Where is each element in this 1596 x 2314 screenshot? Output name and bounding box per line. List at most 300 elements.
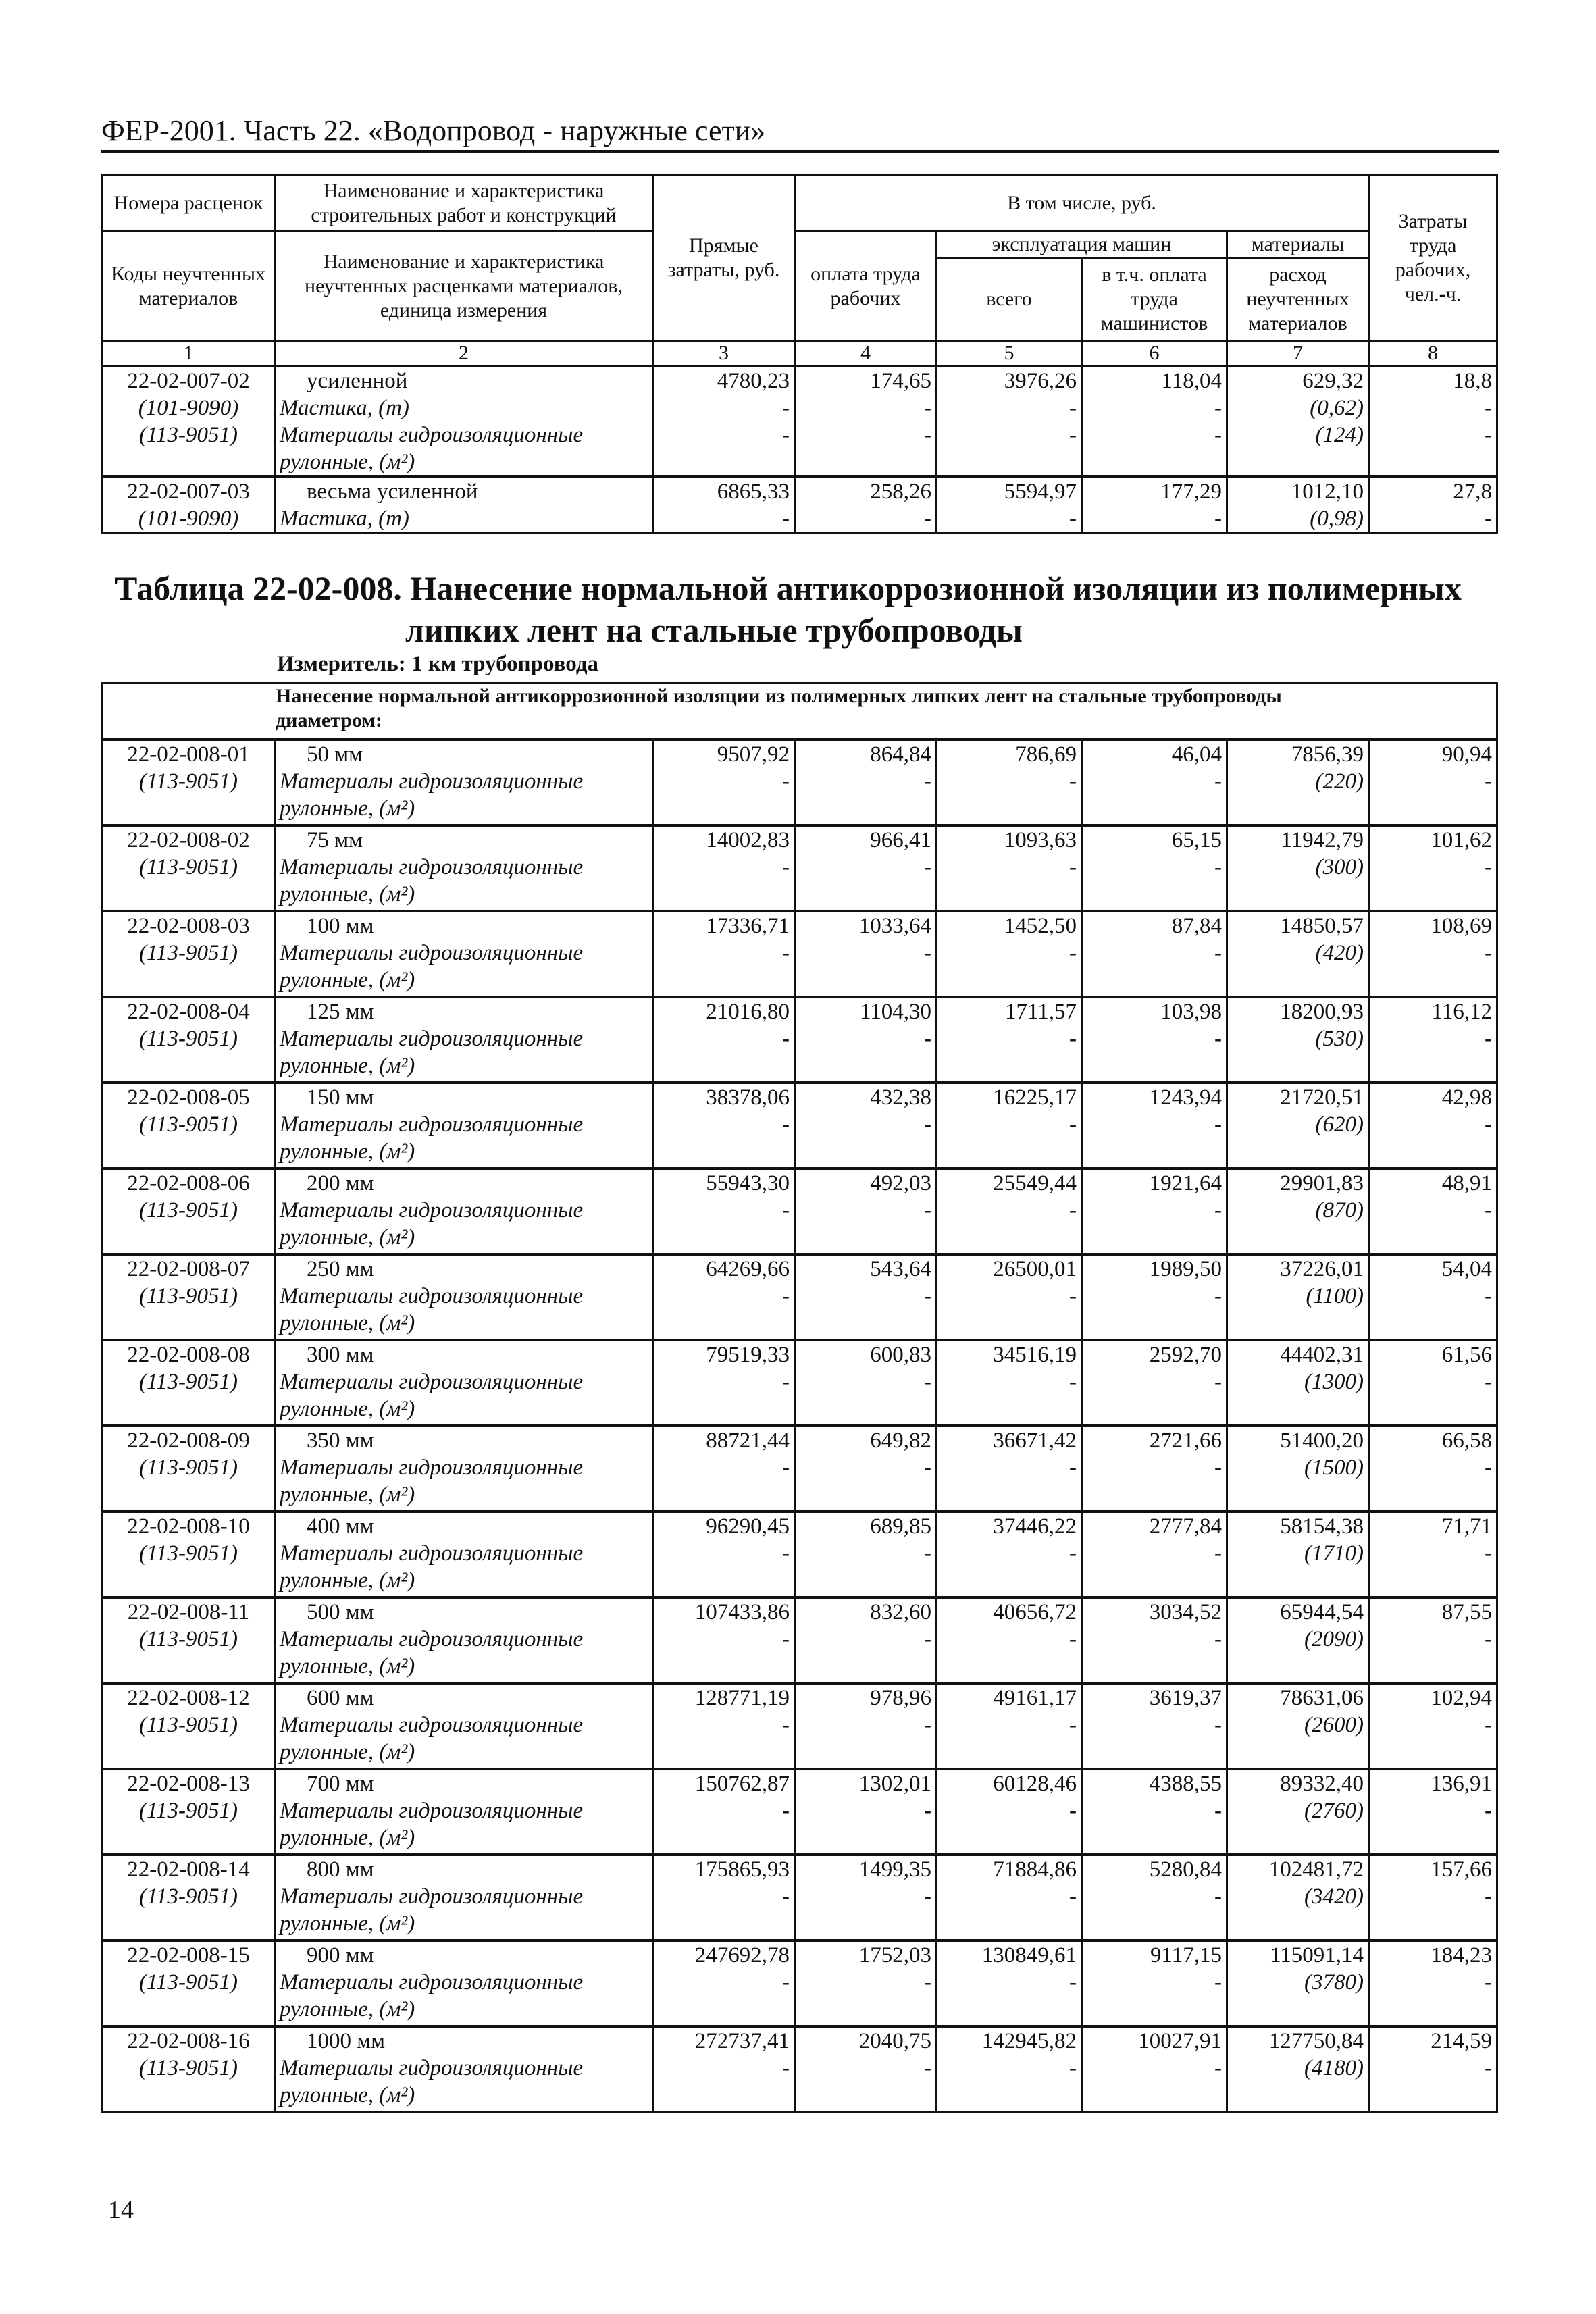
dash: - [782, 1541, 790, 1566]
material-name: Мастика, (т) [280, 507, 409, 531]
dash: - [1069, 1370, 1077, 1394]
value-c3: 96290,45 [706, 1514, 790, 1539]
dash: - [1069, 507, 1077, 531]
rate-name: весьма усиленной [307, 480, 478, 504]
material-qty: (300) [1315, 855, 1364, 879]
labor-hours: 108,69 [1431, 914, 1492, 938]
value-c3: 128771,19 [694, 1686, 790, 1710]
dash: - [1214, 1541, 1222, 1566]
dash: - [1069, 855, 1077, 879]
header-col7: расход неучтенных материалов [1227, 258, 1369, 341]
value-c4: 1752,03 [858, 1943, 931, 1968]
dash: - [1069, 1027, 1077, 1051]
header-col4: оплата труда рабочих [795, 232, 937, 341]
material-code: (113-9051) [138, 855, 238, 879]
table-row [103, 825, 1497, 911]
value-c3: 17336,71 [706, 914, 790, 938]
table-row [103, 1855, 1497, 1940]
rate-name: 900 мм [307, 1943, 374, 1968]
rate-name: 700 мм [307, 1772, 374, 1796]
col-number: 5 [937, 341, 1082, 367]
labor-hours: 48,91 [1441, 1171, 1492, 1195]
dash: - [1069, 1284, 1077, 1308]
dash: - [1214, 1884, 1222, 1909]
dash: - [1485, 855, 1492, 879]
value-c3: 107433,86 [694, 1600, 790, 1624]
direct-cost: 6865,33 [717, 480, 790, 504]
dash: - [924, 1541, 931, 1566]
materials-cost: 29901,83 [1280, 1171, 1364, 1195]
material-code: (113-9051) [138, 1027, 238, 1051]
table-row [103, 477, 1497, 534]
table-title [115, 567, 1493, 651]
dash: - [1069, 1541, 1077, 1566]
value-c5: 130849,61 [981, 1943, 1077, 1968]
dash: - [782, 2056, 790, 2080]
dash: - [1214, 2056, 1222, 2080]
materials-cost: 37226,01 [1280, 1257, 1364, 1281]
material-name: Материалы гидроизоляционные рулонные, (м²) [280, 1284, 584, 1335]
dash: - [1485, 1284, 1492, 1308]
dash: - [1485, 1541, 1492, 1566]
table-22-02-007 [101, 174, 1498, 534]
material-name: Материалы гидроизоляционные рулонные, (м²) [280, 423, 584, 474]
dash: - [1485, 1627, 1492, 1651]
material-name: Мастика, (т) [280, 396, 409, 420]
rate-name: 75 мм [307, 828, 363, 852]
rate-name: 100 мм [307, 914, 374, 938]
table-row [103, 1168, 1497, 1254]
value-c5: 1711,57 [1004, 1000, 1077, 1024]
dash: - [924, 507, 931, 531]
dash: - [1069, 1198, 1077, 1223]
material-name: Материалы гидроизоляционные рулонные, (м²) [280, 1627, 584, 1678]
dash: - [1214, 423, 1222, 447]
dash: - [782, 507, 790, 531]
rate-code: 22-02-008-14 [127, 1857, 250, 1882]
value-c6: 1921,64 [1149, 1171, 1222, 1195]
dash: - [1485, 941, 1492, 965]
materials-cost: 18200,93 [1280, 1000, 1364, 1024]
value-c6: 2721,66 [1149, 1429, 1222, 1453]
table-row [103, 1340, 1497, 1426]
dash: - [1069, 1884, 1077, 1909]
value-c3: 150762,87 [694, 1772, 790, 1796]
material-code: (113-9051) [138, 1284, 238, 1308]
dash: - [1214, 1970, 1222, 1995]
labor-hours: 27,8 [1453, 480, 1492, 504]
rate-name: 350 мм [307, 1429, 374, 1453]
value-c5: 1452,50 [1004, 914, 1077, 938]
dash: - [1485, 1370, 1492, 1394]
dash: - [1214, 1112, 1222, 1137]
rate-code: 22-02-008-10 [127, 1514, 250, 1539]
labor-hours: 101,62 [1431, 828, 1492, 852]
material-qty: (0,98) [1310, 507, 1364, 531]
dash: - [1214, 1027, 1222, 1051]
direct-cost: 4780,23 [717, 369, 790, 393]
material-code: (113-9051) [138, 1198, 238, 1223]
materials-cost: 89332,40 [1280, 1772, 1364, 1796]
dash: - [1069, 1112, 1077, 1137]
value-c3: 21016,80 [706, 1000, 790, 1024]
labor-hours: 18,8 [1453, 369, 1492, 393]
rate-code: 22-02-008-07 [127, 1257, 250, 1281]
value-c5: 49161,17 [993, 1686, 1077, 1710]
dash: - [1069, 1456, 1077, 1480]
value-c5: 34516,19 [993, 1343, 1077, 1367]
value-c6: 65,15 [1171, 828, 1222, 852]
dash: - [924, 1370, 931, 1394]
header-col1-top: Номера расценок [103, 176, 275, 232]
dash: - [782, 1713, 790, 1737]
material-name: Материалы гидроизоляционные рулонные, (м²) [280, 769, 584, 821]
table-title-line2: липких лент на стальные трубопроводы [405, 611, 1023, 649]
dash: - [1485, 1112, 1492, 1137]
value-c6: 46,04 [1171, 742, 1222, 767]
material-code: (113-9051) [138, 423, 238, 447]
value-c3: 247692,78 [694, 1943, 790, 1968]
dash: - [1214, 396, 1222, 420]
rate-name: 200 мм [307, 1171, 374, 1195]
dash: - [1485, 1713, 1492, 1737]
rate-code: 22-02-007-03 [127, 480, 250, 504]
dash: - [782, 1370, 790, 1394]
value-c6: 3619,37 [1149, 1686, 1222, 1710]
dash: - [1214, 855, 1222, 879]
value-c6: 1989,50 [1149, 1257, 1222, 1281]
materials-cost: 102481,72 [1268, 1857, 1364, 1882]
header-col6: в т.ч. оплата труда машинистов [1082, 258, 1227, 341]
dash: - [924, 396, 931, 420]
table-row [103, 1769, 1497, 1855]
value-c4: 543,64 [870, 1257, 931, 1281]
material-qty: (2600) [1304, 1713, 1364, 1737]
materials-cost: 629,32 [1302, 369, 1364, 393]
material-qty: (3420) [1304, 1884, 1364, 1909]
material-code: (113-9051) [138, 1541, 238, 1566]
value-c3: 64269,66 [706, 1257, 790, 1281]
material-code: (113-9051) [138, 1799, 238, 1823]
table-subheader: Нанесение нормальной антикоррозионной изоляции из полимерных липких лент на стальные трубопроводы диаметром: [103, 684, 1497, 740]
value-c4: 649,82 [870, 1429, 931, 1453]
table-row [103, 2026, 1497, 2112]
materials-cost: 51400,20 [1280, 1429, 1364, 1453]
dash: - [924, 1970, 931, 1995]
labor-hours: 157,66 [1431, 1857, 1492, 1882]
machines-total: 3976,26 [1004, 369, 1077, 393]
dash: - [1485, 1027, 1492, 1051]
dash: - [924, 1713, 931, 1737]
value-c5: 26500,01 [993, 1257, 1077, 1281]
dash: - [782, 1284, 790, 1308]
page-number: 14 [108, 2196, 134, 2224]
material-code: (113-9051) [138, 1627, 238, 1651]
dash: - [1485, 769, 1492, 794]
material-name: Материалы гидроизоляционные рулонные, (м²) [280, 1799, 584, 1850]
labor-hours: 214,59 [1431, 2029, 1492, 2053]
header-col1-bottom: Коды неучтенных материалов [103, 232, 275, 341]
labor-hours: 66,58 [1441, 1429, 1492, 1453]
material-name: Материалы гидроизоляционные рулонные, (м²) [280, 1027, 584, 1078]
dash: - [1214, 941, 1222, 965]
value-c4: 978,96 [870, 1686, 931, 1710]
material-qty: (4180) [1304, 2056, 1364, 2080]
value-c4: 2040,75 [858, 2029, 931, 2053]
value-c6: 3034,52 [1149, 1600, 1222, 1624]
dash: - [782, 855, 790, 879]
rate-code: 22-02-008-13 [127, 1772, 250, 1796]
machinists-labor: 118,04 [1161, 369, 1222, 393]
dash: - [924, 1027, 931, 1051]
rate-code: 22-02-007-02 [127, 369, 250, 393]
material-name: Материалы гидроизоляционные рулонные, (м²) [280, 1884, 584, 1936]
dash: - [1069, 2056, 1077, 2080]
material-name: Материалы гидроизоляционные рулонные, (м²) [280, 1970, 584, 2022]
dash: - [1214, 1713, 1222, 1737]
dash: - [1214, 1456, 1222, 1480]
materials-cost: 7856,39 [1291, 742, 1364, 767]
table-row [103, 997, 1497, 1083]
material-qty: (530) [1315, 1027, 1364, 1051]
materials-cost: 1012,10 [1291, 480, 1364, 504]
header-col2-bottom: Наименование и характеристика неучтенных расценками материалов, единица измерения [275, 232, 653, 341]
rate-name: 300 мм [307, 1343, 374, 1367]
labor-hours: 116,12 [1431, 1000, 1492, 1024]
material-qty: (620) [1315, 1112, 1364, 1137]
value-c4: 1302,01 [858, 1772, 931, 1796]
value-c5: 142945,82 [981, 2029, 1077, 2053]
header-col3: Прямые затраты, руб. [653, 176, 795, 341]
materials-cost: 14850,57 [1280, 914, 1364, 938]
value-c6: 87,84 [1171, 914, 1222, 938]
dash: - [924, 1284, 931, 1308]
table-row [103, 1597, 1497, 1683]
value-c3: 272737,41 [694, 2029, 790, 2053]
rate-code: 22-02-008-09 [127, 1429, 250, 1453]
dash: - [782, 1884, 790, 1909]
dash: - [924, 1456, 931, 1480]
value-c3: 14002,83 [706, 828, 790, 852]
dash: - [782, 1456, 790, 1480]
value-c3: 9507,92 [717, 742, 790, 767]
dash: - [1214, 1370, 1222, 1394]
dash: - [1069, 769, 1077, 794]
dash: - [1214, 507, 1222, 531]
dash: - [1485, 507, 1492, 531]
table-row [103, 1254, 1497, 1340]
dash: - [1485, 1799, 1492, 1823]
dash: - [1214, 1198, 1222, 1223]
dash: - [782, 396, 790, 420]
header-materials: материалы [1227, 232, 1369, 258]
material-qty: (1500) [1304, 1456, 1364, 1480]
rate-name: 50 мм [307, 742, 363, 767]
col-number: 4 [795, 341, 937, 367]
material-code: (113-9051) [138, 941, 238, 965]
table-row [103, 1083, 1497, 1168]
measure-unit: Измеритель: 1 км трубопровода [277, 652, 599, 676]
material-name: Материалы гидроизоляционные рулонные, (м²) [280, 1112, 584, 1164]
dash: - [1069, 1970, 1077, 1995]
dash: - [924, 1112, 931, 1137]
table-title-line1: Таблица 22-02-008. Нанесение нормальной антикоррозионной изоляции из полимерных [115, 569, 1462, 607]
dash: - [924, 941, 931, 965]
machines-total: 5594,97 [1004, 480, 1077, 504]
value-c4: 864,84 [870, 742, 931, 767]
material-code: (113-9051) [138, 1970, 238, 1995]
labor-cost: 258,26 [870, 480, 931, 504]
dash: - [924, 1799, 931, 1823]
dash: - [1069, 941, 1077, 965]
value-c3: 175865,93 [694, 1857, 790, 1882]
materials-cost: 44402,31 [1280, 1343, 1364, 1367]
rate-code: 22-02-008-16 [127, 2029, 250, 2053]
materials-cost: 11942,79 [1281, 828, 1364, 852]
materials-cost: 78631,06 [1280, 1686, 1364, 1710]
material-qty: (2760) [1304, 1799, 1364, 1823]
col-number: 7 [1227, 341, 1369, 367]
labor-hours: 184,23 [1431, 1943, 1492, 1968]
materials-cost: 115091,14 [1269, 1943, 1364, 1968]
header-machines: эксплуатация машин [937, 232, 1227, 258]
dash: - [924, 769, 931, 794]
col-number: 6 [1082, 341, 1227, 367]
dash: - [924, 1884, 931, 1909]
rate-name: 125 мм [307, 1000, 374, 1024]
rate-name: 600 мм [307, 1686, 374, 1710]
rate-name: 400 мм [307, 1514, 374, 1539]
rate-name: 1000 мм [307, 2029, 386, 2053]
labor-hours: 54,04 [1441, 1257, 1492, 1281]
value-c3: 79519,33 [706, 1343, 790, 1367]
material-code: (113-9051) [138, 1884, 238, 1909]
material-name: Материалы гидроизоляционные рулонные, (м²) [280, 1456, 584, 1507]
material-qty: (1300) [1304, 1370, 1364, 1394]
table-row [103, 740, 1497, 825]
table-row [103, 911, 1497, 997]
value-c6: 10027,91 [1138, 2029, 1222, 2053]
dash: - [782, 1627, 790, 1651]
value-c4: 1104,30 [859, 1000, 931, 1024]
rate-code: 22-02-008-04 [127, 1000, 250, 1024]
value-c3: 55943,30 [706, 1171, 790, 1195]
col-number: 1 [103, 341, 275, 367]
dash: - [1485, 1970, 1492, 1995]
value-c6: 103,98 [1160, 1000, 1222, 1024]
header-incl: В том числе, руб. [795, 176, 1369, 232]
value-c5: 60128,46 [993, 1772, 1077, 1796]
labor-cost: 174,65 [870, 369, 931, 393]
header-rule [101, 150, 1499, 153]
material-code: (101-9090) [138, 396, 239, 420]
material-qty: (124) [1315, 423, 1364, 447]
rate-code: 22-02-008-06 [127, 1171, 250, 1195]
dash: - [1485, 1884, 1492, 1909]
material-qty: (870) [1315, 1198, 1364, 1223]
col-number: 8 [1369, 341, 1497, 367]
dash: - [1214, 769, 1222, 794]
value-c5: 16225,17 [993, 1085, 1077, 1110]
dash: - [1485, 396, 1492, 420]
dash: - [782, 1970, 790, 1995]
running-head: ФЕР-2001. Часть 22. «Водопровод - наружные сети» [101, 114, 766, 147]
materials-cost: 127750,84 [1268, 2029, 1364, 2053]
value-c5: 786,69 [1015, 742, 1077, 767]
value-c6: 2777,84 [1149, 1514, 1222, 1539]
value-c4: 492,03 [870, 1171, 931, 1195]
dash: - [782, 423, 790, 447]
value-c3: 38378,06 [706, 1085, 790, 1110]
rate-code: 22-02-008-08 [127, 1343, 250, 1367]
material-code: (113-9051) [138, 1456, 238, 1480]
dash: - [782, 1198, 790, 1223]
dash: - [924, 1627, 931, 1651]
value-c4: 600,83 [870, 1343, 931, 1367]
rate-code: 22-02-008-11 [127, 1600, 250, 1624]
labor-hours: 136,91 [1431, 1772, 1492, 1796]
rate-name: 800 мм [307, 1857, 374, 1882]
dash: - [1485, 1198, 1492, 1223]
value-c3: 88721,44 [706, 1429, 790, 1453]
dash: - [924, 2056, 931, 2080]
value-c5: 1093,63 [1004, 828, 1077, 852]
table-row [103, 1512, 1497, 1597]
dash: - [782, 1799, 790, 1823]
dash: - [924, 423, 931, 447]
material-name: Материалы гидроизоляционные рулонные, (м²) [280, 1370, 584, 1421]
value-c4: 832,60 [870, 1600, 931, 1624]
value-c6: 5280,84 [1149, 1857, 1222, 1882]
labor-hours: 71,71 [1441, 1514, 1492, 1539]
dash: - [1069, 1627, 1077, 1651]
value-c4: 432,38 [870, 1085, 931, 1110]
value-c4: 689,85 [870, 1514, 931, 1539]
value-c4: 1499,35 [858, 1857, 931, 1882]
material-code: (101-9090) [138, 507, 239, 531]
material-name: Материалы гидроизоляционные рулонные, (м²) [280, 1541, 584, 1593]
rate-code: 22-02-008-05 [127, 1085, 250, 1110]
value-c6: 2592,70 [1149, 1343, 1222, 1367]
labor-hours: 61,56 [1441, 1343, 1492, 1367]
dash: - [1485, 1456, 1492, 1480]
labor-hours: 102,94 [1431, 1686, 1492, 1710]
value-c5: 37446,22 [993, 1514, 1077, 1539]
table-row [103, 1940, 1497, 2026]
material-code: (113-9051) [138, 1112, 238, 1137]
dash: - [1214, 1627, 1222, 1651]
machinists-labor: 177,29 [1160, 480, 1222, 504]
dash: - [924, 1198, 931, 1223]
value-c6: 1243,94 [1149, 1085, 1222, 1110]
rate-code: 22-02-008-12 [127, 1686, 250, 1710]
table-row [103, 1426, 1497, 1512]
material-name: Материалы гидроизоляционные рулонные, (м²) [280, 1713, 584, 1764]
dash: - [1485, 2056, 1492, 2080]
material-code: (113-9051) [138, 1713, 238, 1737]
dash: - [1214, 1799, 1222, 1823]
rate-name: 150 мм [307, 1085, 374, 1110]
material-name: Материалы гидроизоляционные рулонные, (м²) [280, 855, 584, 906]
rate-name: усиленной [307, 369, 408, 393]
header-col2-top: Наименование и характеристика строительных работ и конструкций [275, 176, 653, 232]
material-code: (113-9051) [138, 769, 238, 794]
material-qty: (0,62) [1310, 396, 1364, 420]
material-qty: (2090) [1304, 1627, 1364, 1651]
rate-code: 22-02-008-01 [127, 742, 250, 767]
dash: - [782, 769, 790, 794]
material-name: Материалы гидроизоляционные рулонные, (м²) [280, 1198, 584, 1250]
